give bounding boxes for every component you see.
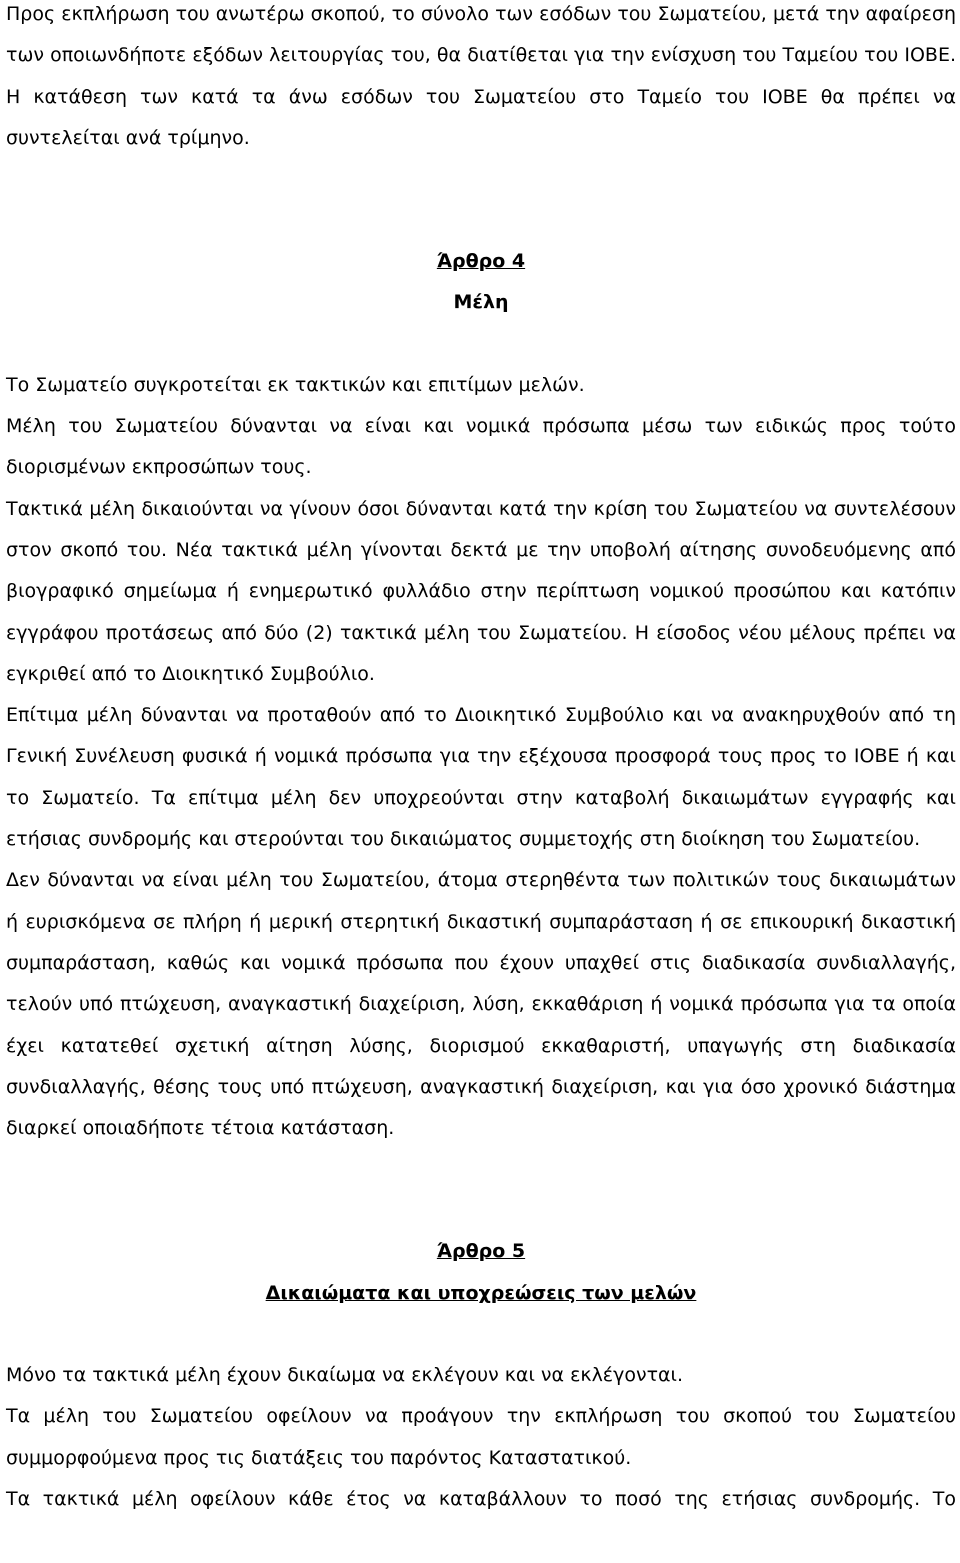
article-4-paragraph-3: Τακτικά μέλη δικαιούνται να γίνουν όσοι δύνανται κατά την κρίση του Σωματείου να συντελέσουν στον σκοπό του. Νέα τακτικά μέλη γίνονται δεκτά με την υποβολή αίτησης συνοδευόμενης από βιογραφικό σημείωμα ή ενημερωτικό φυλλάδιο στην περίπτωση νομικού προσώπου και κατόπιν εγγράφου προτάσεως από δύο (2) τακτικά μέλη του Σωματείου. Η είσοδος νέου μέλους πρέπει να εγκριθεί από το Διοικητικό Συμβούλιο. bbox=[6, 497, 956, 685]
article-5-paragraph-2: Τα μέλη του Σωματείου οφείλουν να προάγουν την εκπλήρωση του σκοπού του Σωματείου συμμορφούμενα προς τις διατάξεις του παρόντος Καταστατικού. bbox=[6, 1405, 956, 1469]
article-4-paragraph-5: Δεν δύνανται να είναι μέλη του Σωματείου, άτομα στερηθέντα των πολιτικών τους δικαιωμάτων ή ευρισκόμενα σε πλήρη ή μερική στερητική δικαστική συμπαράσταση ή σε επικουρική δικαστική συμπαράσταση, καθώς και νομικά πρόσωπα που έχουν υπαχθεί στις διαδικασία συνδιαλλαγής, τελούν υπό πτώχευση, αναγκαστική διαχείριση, λύση, εκκαθάριση ή νομικά πρόσωπα για τα οποία έχει κατατεθεί σχετική αίτηση λύσης, διορισμού εκκαθαριστή, υπαγωγής στη διαδικασία συνδιαλλαγής, θέσης τους υπό πτώχευση, αναγκαστική διαχείριση, και για όσο χρονικό διάστημα διαρκεί οποιαδήποτε τέτοια κατάσταση. bbox=[6, 869, 956, 1140]
article-4-paragraph-1: Το Σωματείο συγκροτείται εκ τακτικών και επιτίμων μελών. bbox=[6, 373, 585, 396]
article-5-title: Δικαιώματα και υποχρεώσεις των μελών bbox=[265, 1281, 697, 1304]
article-4-number: Άρθρο 4 bbox=[436, 250, 526, 273]
article-4-paragraph-2: Μέλη του Σωματείου δύνανται να είναι και νομικά πρόσωπα μέσω των ειδικώς προς τούτο διορισμένων εκπροσώπων τους. bbox=[6, 415, 956, 479]
article-5-number: Άρθρο 5 bbox=[436, 1240, 526, 1263]
article-4-title: Μέλη bbox=[453, 291, 509, 314]
article-5-paragraph-3: Τα τακτικά μέλη οφείλουν κάθε έτος να καταβάλλουν το ποσό της ετήσιας συνδρομής. Το bbox=[6, 1487, 956, 1510]
document-page bbox=[6, 0, 956, 1520]
article-4-paragraph-4: Επίτιμα μέλη δύνανται να προταθούν από το Διοικητικό Συμβούλιο και να ανακηρυχθούν από τη Γενική Συνέλευση φυσικά ή νομικά πρόσωπα για την εξέχουσα προσφορά τους προς το ΙΟΒΕ ή και το Σωματείο. Τα επίτιμα μέλη δεν υποχρεούνται στην καταβολή δικαιωμάτων εγγραφής και ετήσιας συνδρομής και στερούνται του δικαιώματος συμμετοχής στη διοίκηση του Σωματείου. bbox=[6, 704, 956, 851]
intro-paragraph: Προς εκπλήρωση του ανωτέρω σκοπού, το σύνολο των εσόδων του Σωματείου, μετά την αφαίρεση των οποιωνδήποτε εξόδων λειτουργίας του, θα διατίθεται για την ενίσχυση του Ταμείου του ΙΟΒΕ. Η κατάθεση των κατά τα άνω εσόδων του Σωματείου στο Ταμείο του ΙΟΒΕ θα πρέπει να συντελείται ανά τρίμηνο. bbox=[6, 3, 956, 149]
article-5-paragraph-1: Μόνο τα τακτικά μέλη έχουν δικαίωμα να εκλέγουν και να εκλέγονται. bbox=[6, 1364, 683, 1387]
